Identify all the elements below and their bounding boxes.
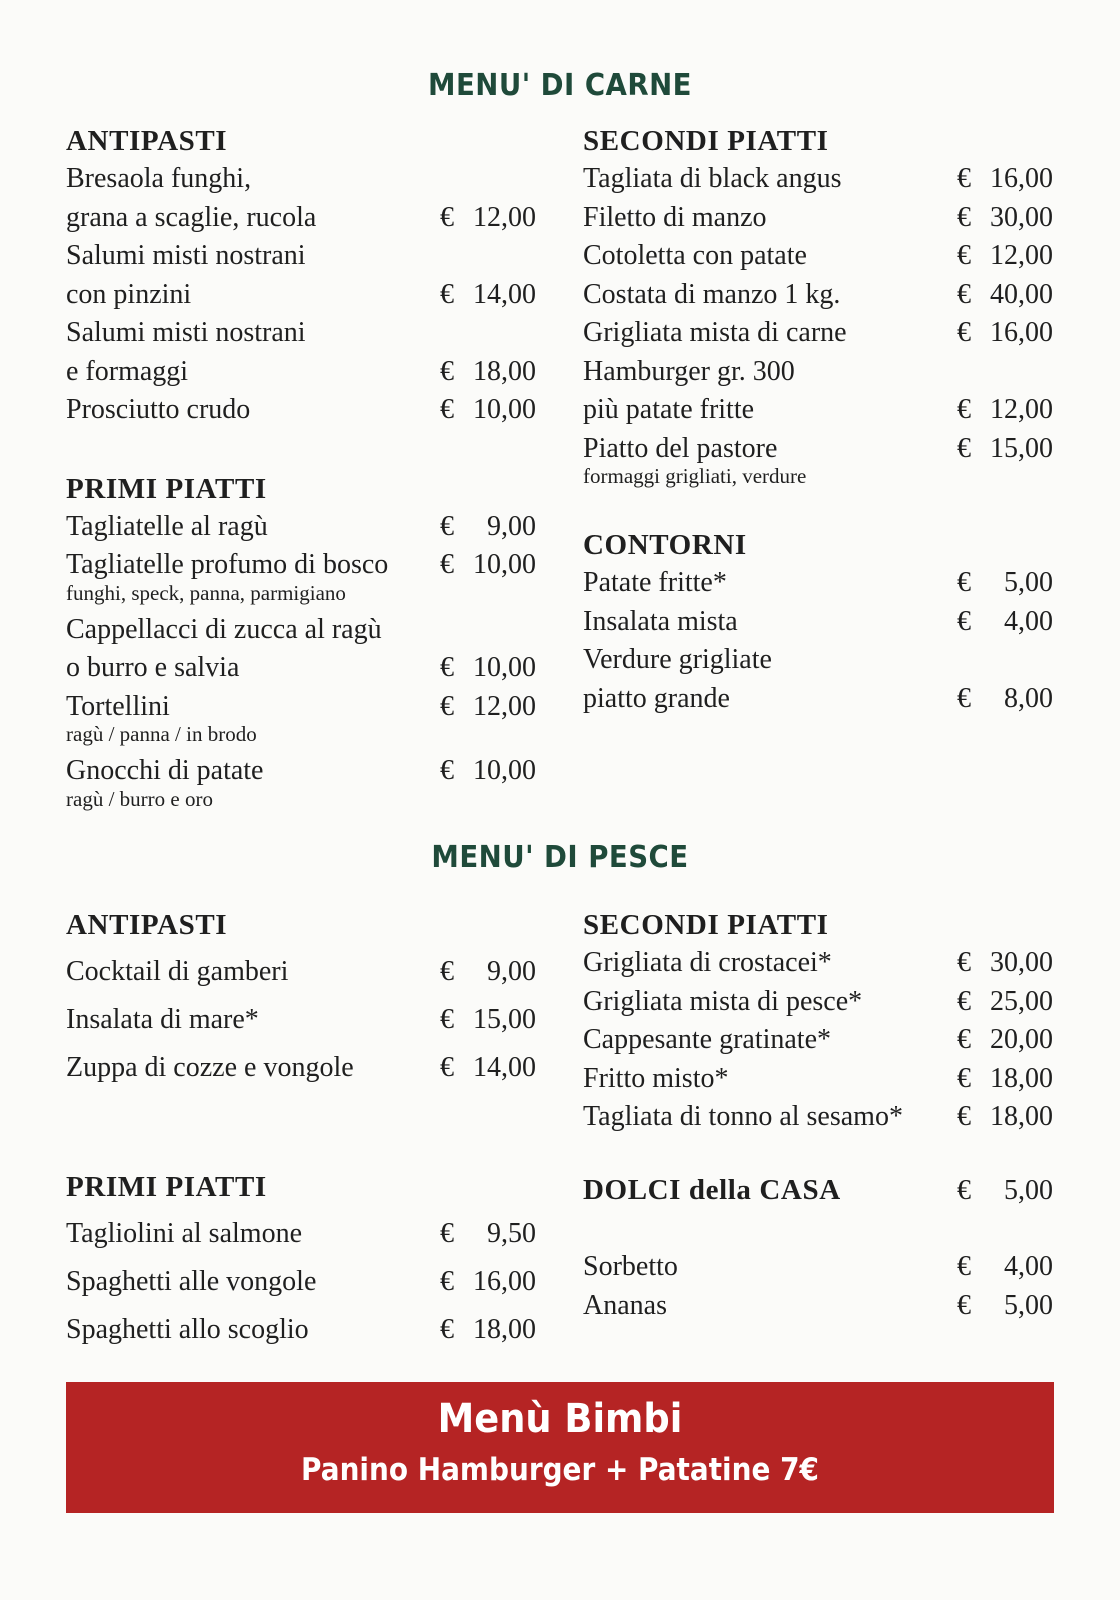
menu-item	[66, 688, 536, 727]
menu-item-amount: 40,00	[990, 278, 1053, 310]
menu-item-price	[957, 944, 1053, 983]
menu-item	[66, 1210, 536, 1258]
menu-item-price	[440, 199, 536, 238]
menu-bimbi-offer: Panino Hamburger + Patatine 7€	[301, 1452, 819, 1488]
menu-item-currency: €	[440, 1004, 454, 1035]
menu-item-price	[957, 1287, 1053, 1326]
menu-item-name: Grigliata mista di carne	[583, 317, 847, 348]
menu-item-price	[957, 1098, 1053, 1137]
menu-item-currency: €	[440, 549, 454, 580]
menu-item-currency: €	[957, 201, 971, 233]
menu-item	[583, 983, 1053, 1022]
menu-item	[66, 1306, 536, 1354]
carne-secondi-heading: SECONDI PIATTI	[583, 125, 829, 157]
menu-item	[583, 680, 1053, 719]
menu-item	[66, 237, 536, 276]
menu-item-price	[440, 688, 536, 727]
menu-item-price	[957, 1021, 1053, 1060]
pesce-antipasti-list	[66, 948, 536, 1092]
menu-item-name: Fritto misto*	[583, 1062, 729, 1094]
dolci-heading: DOLCI della CASA	[583, 1173, 841, 1206]
dolci-price	[957, 1172, 1053, 1211]
menu-item-price	[957, 1060, 1053, 1099]
menu-item-amount: 10,00	[473, 549, 536, 580]
menu-item	[66, 508, 536, 547]
menu-item-currency: €	[440, 1266, 454, 1297]
pesce-primi-heading: PRIMI PIATTI	[66, 1171, 267, 1203]
menu-item-amount: 4,00	[1004, 605, 1053, 637]
menu-item-amount: 9,00	[487, 956, 536, 987]
menu-item-price	[957, 199, 1053, 238]
menu-item-amount: 12,00	[990, 240, 1053, 271]
menu-item-amount: 18,00	[990, 1101, 1053, 1132]
pesce-primi-list	[66, 1210, 536, 1354]
menu-item-name: Cappellacci di zucca al ragù	[66, 613, 382, 645]
menu-item-note: formaggi grigliati, verdure	[583, 464, 807, 488]
menu-item-amount: 15,00	[990, 432, 1053, 464]
menu-item-amount: 18,00	[990, 1062, 1053, 1094]
menu-item-price	[957, 603, 1053, 642]
carne-primi-list	[66, 508, 536, 811]
menu-bimbi-title: Menù Bimbi	[437, 1396, 683, 1442]
menu-item-name: Salumi misti nostrani	[66, 240, 306, 271]
menu-item	[583, 276, 1053, 315]
menu-item-name: Grigliata mista di pesce*	[583, 985, 863, 1017]
menu-item-amount: 18,00	[473, 1314, 536, 1345]
menu-item-name: Verdure grigliate	[583, 644, 772, 675]
menu-item-amount: 14,00	[473, 278, 536, 310]
menu-item-name: grana a scaglie, rucola	[66, 201, 317, 233]
menu-item	[66, 199, 536, 238]
menu-item-amount: 5,00	[1004, 1289, 1053, 1321]
menu-item	[583, 564, 1053, 603]
menu-item-name: Tagliata di tonno al sesamo*	[583, 1101, 903, 1132]
menu-item-name: Prosciutto crudo	[66, 394, 251, 425]
menu-item-name: Piatto del pastore	[583, 432, 778, 464]
menu-item-currency: €	[957, 1024, 971, 1055]
pesce-antipasti-heading: ANTIPASTI	[66, 909, 228, 941]
menu-item-price	[957, 314, 1053, 353]
menu-item-amount: 16,00	[473, 1266, 536, 1297]
dolci-list	[583, 1248, 1053, 1325]
menu-item-currency: €	[957, 432, 971, 464]
menu-item	[66, 996, 536, 1044]
menu-item-name: più patate fritte	[583, 394, 755, 425]
menu-item-currency: €	[440, 1052, 454, 1083]
menu-carne-title: MENU' DI CARNE	[428, 68, 692, 103]
menu-item-amount: 10,00	[473, 652, 536, 683]
menu-item-currency: €	[440, 1314, 454, 1345]
menu-item-price	[440, 353, 536, 392]
menu-item-currency: €	[440, 394, 454, 425]
menu-item-price	[957, 237, 1053, 276]
carne-contorni-heading: CONTORNI	[583, 529, 747, 561]
menu-item-name: Insalata di mare*	[66, 1004, 259, 1035]
menu-item	[583, 1287, 1053, 1326]
carne-primi-heading: PRIMI PIATTI	[66, 472, 267, 505]
carne-antipasti-list	[66, 160, 536, 430]
menu-item	[66, 391, 536, 430]
menu-item-price	[957, 276, 1053, 315]
menu-item-amount: 16,00	[990, 317, 1053, 348]
menu-item-name: Gnocchi di patate	[66, 755, 264, 786]
menu-item-price	[440, 649, 536, 688]
carne-secondi-list	[583, 160, 1053, 488]
menu-item-currency: €	[440, 201, 454, 233]
menu-item-name: Hamburger gr. 300	[583, 355, 795, 387]
menu-item-currency: €	[957, 947, 971, 978]
menu-item-name: e formaggi	[66, 355, 189, 387]
menu-item-currency: €	[957, 394, 971, 425]
menu-item-currency: €	[957, 567, 971, 598]
menu-item-currency: €	[440, 652, 454, 683]
dolci-amount: 5,00	[1004, 1174, 1053, 1206]
menu-item-currency: €	[957, 1062, 971, 1094]
menu-item-name: Tagliatelle profumo di bosco	[66, 549, 389, 580]
menu-item-name: Costata di manzo 1 kg.	[583, 278, 841, 310]
menu-item-note: ragù / burro e oro	[66, 786, 213, 811]
dolci-currency: €	[957, 1174, 971, 1206]
menu-item-currency: €	[957, 1251, 971, 1282]
menu-item	[66, 314, 536, 353]
menu-item-name: Cocktail di gamberi	[66, 956, 289, 987]
menu-item	[583, 314, 1053, 353]
menu-item-price	[440, 276, 536, 315]
menu-item	[583, 1060, 1053, 1099]
menu-item	[66, 1044, 536, 1092]
pesce-left-column	[66, 906, 536, 1354]
menu-item-amount: 25,00	[990, 985, 1053, 1017]
menu-item-amount: 5,00	[1004, 567, 1053, 598]
menu-item-price	[957, 430, 1053, 469]
menu-item-price	[957, 160, 1053, 199]
menu-item	[583, 237, 1053, 276]
menu-item-amount: 12,00	[473, 201, 536, 233]
menu-item-currency: €	[440, 956, 454, 987]
menu-item-name: Insalata mista	[583, 605, 738, 637]
menu-item	[66, 353, 536, 392]
menu-item	[66, 948, 536, 996]
menu-item-name: o burro e salvia	[66, 652, 240, 683]
menu-item-amount: 18,00	[473, 355, 536, 387]
menu-item	[583, 603, 1053, 642]
menu-item-currency: €	[957, 1101, 971, 1132]
menu-item-price	[957, 564, 1053, 603]
menu-item-price	[440, 546, 536, 585]
menu-item-currency: €	[957, 278, 971, 310]
menu-item-name: Bresaola funghi,	[66, 163, 252, 194]
menu-item-name: Cotoletta con patate	[583, 240, 807, 271]
menu-item-price	[957, 1248, 1053, 1287]
pesce-secondi-heading: SECONDI PIATTI	[583, 909, 829, 941]
menu-item-name: piatto grande	[583, 682, 730, 714]
menu-item	[583, 430, 1053, 469]
menu-item	[583, 391, 1053, 430]
carne-contorni-list	[583, 564, 1053, 718]
menu-item-name: Grigliata di crostacei*	[583, 947, 832, 978]
menu-item-name: Filetto di manzo	[583, 201, 767, 233]
menu-item-amount: 30,00	[990, 947, 1053, 978]
menu-item-price	[957, 391, 1053, 430]
carne-right-column	[583, 122, 1053, 718]
pesce-right-column	[583, 906, 1053, 1325]
menu-item-amount: 10,00	[473, 755, 536, 786]
menu-item-currency: €	[440, 690, 454, 722]
menu-item-currency: €	[957, 985, 971, 1017]
menu-item-amount: 10,00	[473, 394, 536, 425]
menu-item-currency: €	[440, 1218, 454, 1249]
menu-pesce-title: MENU' DI PESCE	[431, 840, 689, 875]
menu-item	[66, 611, 536, 650]
menu-item-currency: €	[440, 355, 454, 387]
menu-item-currency: €	[957, 317, 971, 348]
menu-item	[583, 1021, 1053, 1060]
menu-item	[66, 160, 536, 199]
menu-item-price	[440, 1258, 536, 1306]
pesce-secondi-list	[583, 944, 1053, 1137]
menu-item-currency: €	[957, 682, 971, 714]
menu-item-currency: €	[957, 240, 971, 271]
menu-item-name: con pinzini	[66, 278, 192, 310]
carne-antipasti-heading: ANTIPASTI	[66, 125, 228, 157]
menu-item-note: ragù / panna / in brodo	[66, 722, 257, 746]
carne-left-column	[66, 122, 536, 817]
menu-item	[583, 944, 1053, 983]
menu-item-price	[440, 948, 536, 996]
menu-item-price	[957, 680, 1053, 719]
menu-item-amount: 4,00	[1004, 1251, 1053, 1282]
menu-item-note: funghi, speck, panna, parmigiano	[66, 580, 346, 605]
menu-item	[583, 1248, 1053, 1287]
menu-item-currency: €	[957, 605, 971, 637]
menu-item	[583, 353, 1053, 392]
menu-item	[583, 1098, 1053, 1137]
menu-item-amount: 30,00	[990, 201, 1053, 233]
menu-item-amount: 14,00	[473, 1052, 536, 1083]
menu-item	[66, 752, 536, 791]
menu-item	[583, 641, 1053, 680]
menu-item-name: Patate fritte*	[583, 567, 727, 598]
menu-bimbi-banner	[66, 1382, 1054, 1513]
menu-item-price	[440, 1044, 536, 1092]
menu-item-name: Zuppa di cozze e vongole	[66, 1052, 354, 1083]
menu-item-amount: 15,00	[473, 1004, 536, 1035]
menu-item-name: Cappesante gratinate*	[583, 1024, 832, 1055]
menu-item-price	[957, 983, 1053, 1022]
menu-item	[66, 1258, 536, 1306]
menu-item	[66, 546, 536, 585]
menu-item-price	[440, 996, 536, 1044]
menu-item-name: Tagliata di black angus	[583, 163, 842, 194]
menu-item-currency: €	[957, 163, 971, 194]
menu-item	[66, 276, 536, 315]
menu-item-amount: 12,00	[473, 690, 536, 722]
menu-item-name: Spaghetti alle vongole	[66, 1266, 317, 1297]
menu-item-currency: €	[957, 1289, 971, 1321]
menu-item-name: Tagliolini al salmone	[66, 1218, 302, 1249]
menu-item-price	[440, 1210, 536, 1258]
menu-item-name: Tagliatelle al ragù	[66, 510, 268, 542]
menu-item-price	[440, 508, 536, 547]
menu-item-amount: 12,00	[990, 394, 1053, 425]
dolci-heading-row	[583, 1171, 1053, 1211]
menu-item-name: Spaghetti allo scoglio	[66, 1314, 309, 1345]
menu-item-currency: €	[440, 510, 454, 542]
menu-item	[583, 160, 1053, 199]
menu-item-name: Salumi misti nostrani	[66, 317, 306, 348]
menu-item-price	[440, 752, 536, 791]
menu-item-amount: 20,00	[990, 1024, 1053, 1055]
menu-item-name: Ananas	[583, 1289, 667, 1321]
menu-item-amount: 8,00	[1004, 682, 1053, 714]
menu-item-amount: 9,50	[487, 1218, 536, 1249]
menu-item-amount: 9,00	[487, 510, 536, 542]
menu-item-name: Tortellini	[66, 690, 170, 722]
menu-item-amount: 16,00	[990, 163, 1053, 194]
menu-item-price	[440, 1306, 536, 1354]
menu-item-currency: €	[440, 278, 454, 310]
menu-item-price	[440, 391, 536, 430]
menu-item-name: Sorbetto	[583, 1251, 678, 1282]
menu-item	[583, 199, 1053, 238]
menu-item	[66, 649, 536, 688]
menu-item-currency: €	[440, 755, 454, 786]
